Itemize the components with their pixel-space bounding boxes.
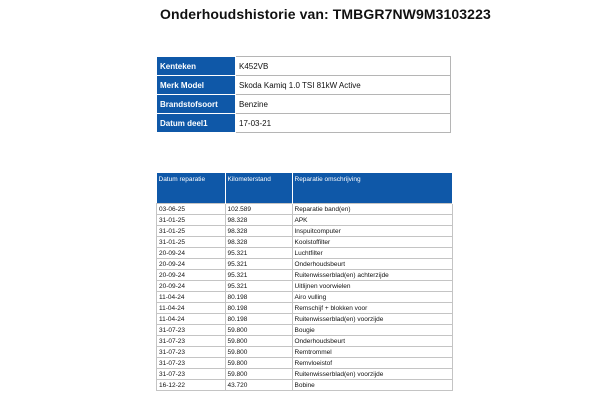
vehicle-info-row	[157, 114, 451, 133]
cell-description: Airo vulling	[292, 292, 453, 303]
cell-description: Uitlijnen voorwielen	[292, 281, 453, 292]
vehicle-info-value: 17-03-21	[236, 114, 451, 133]
column-header-date: Datum reparatie	[157, 173, 226, 204]
cell-mileage: 59.800	[225, 347, 292, 358]
cell-mileage: 95.321	[225, 259, 292, 270]
cell-date: 31-07-23	[157, 325, 226, 336]
table-row	[157, 358, 453, 369]
column-header-description: Reparatie omschrijving	[292, 173, 453, 204]
table-row	[157, 325, 453, 336]
cell-description: Bobine	[292, 380, 453, 391]
cell-date: 03-06-25	[157, 204, 226, 215]
table-header-row	[157, 173, 453, 204]
cell-description: Onderhoudsbeurt	[292, 259, 453, 270]
table-row	[157, 281, 453, 292]
cell-description: Onderhoudsbeurt	[292, 336, 453, 347]
cell-description: Ruitenwisserblad(en) voorzijde	[292, 314, 453, 325]
cell-date: 31-07-23	[157, 369, 226, 380]
vehicle-info-table	[156, 56, 451, 133]
cell-date: 20-09-24	[157, 270, 226, 281]
vehicle-info-label: Merk Model	[157, 76, 236, 95]
cell-date: 31-01-25	[157, 237, 226, 248]
vehicle-info-label: Datum deel1	[157, 114, 236, 133]
vehicle-info-row	[157, 95, 451, 114]
cell-date: 20-09-24	[157, 281, 226, 292]
vehicle-info-value: K452VB	[236, 57, 451, 76]
table-row	[157, 215, 453, 226]
cell-mileage: 95.321	[225, 270, 292, 281]
cell-mileage: 98.328	[225, 237, 292, 248]
cell-description: Reparatie band(en)	[292, 204, 453, 215]
cell-date: 31-01-25	[157, 226, 226, 237]
vehicle-info-row	[157, 76, 451, 95]
cell-description: Bougie	[292, 325, 453, 336]
vehicle-info-label: Brandstofsoort	[157, 95, 236, 114]
table-row	[157, 259, 453, 270]
vehicle-info-value: Skoda Kamiq 1.0 TSI 81kW Active	[236, 76, 451, 95]
cell-mileage: 59.800	[225, 336, 292, 347]
cell-mileage: 59.800	[225, 369, 292, 380]
cell-description: Ruitenwisserblad(en) achterzijde	[292, 270, 453, 281]
table-row	[157, 270, 453, 281]
table-row	[157, 237, 453, 248]
cell-description: Ruitenwisserblad(en) voorzijde	[292, 369, 453, 380]
cell-date: 20-09-24	[157, 259, 226, 270]
cell-date: 16-12-22	[157, 380, 226, 391]
page-title: Onderhoudshistorie van: TMBGR7NW9M3103223	[160, 6, 491, 22]
table-row	[157, 314, 453, 325]
cell-mileage: 98.328	[225, 215, 292, 226]
table-row	[157, 204, 453, 215]
cell-date: 11-04-24	[157, 292, 226, 303]
cell-date: 31-01-25	[157, 215, 226, 226]
table-row	[157, 248, 453, 259]
column-header-mileage: Kilometerstand	[225, 173, 292, 204]
vehicle-info-value: Benzine	[236, 95, 451, 114]
cell-date: 11-04-24	[157, 303, 226, 314]
cell-mileage: 59.800	[225, 325, 292, 336]
cell-mileage: 43.720	[225, 380, 292, 391]
cell-description: APK	[292, 215, 453, 226]
cell-description: Inspuitcomputer	[292, 226, 453, 237]
cell-date: 31-07-23	[157, 347, 226, 358]
cell-date: 20-09-24	[157, 248, 226, 259]
cell-description: Remschijf + blokken voor	[292, 303, 453, 314]
table-row	[157, 292, 453, 303]
cell-description: Koolstoffilter	[292, 237, 453, 248]
cell-mileage: 80.198	[225, 292, 292, 303]
cell-mileage: 59.800	[225, 358, 292, 369]
cell-date: 31-07-23	[157, 358, 226, 369]
maintenance-history-table	[156, 173, 453, 391]
table-row	[157, 303, 453, 314]
cell-description: Remtrommel	[292, 347, 453, 358]
table-row	[157, 380, 453, 391]
cell-description: Remvloeistof	[292, 358, 453, 369]
cell-mileage: 95.321	[225, 248, 292, 259]
cell-date: 31-07-23	[157, 336, 226, 347]
table-row	[157, 369, 453, 380]
cell-date: 11-04-24	[157, 314, 226, 325]
table-row	[157, 347, 453, 358]
cell-mileage: 102.589	[225, 204, 292, 215]
cell-mileage: 95.321	[225, 281, 292, 292]
cell-description: Luchtfilter	[292, 248, 453, 259]
cell-mileage: 98.328	[225, 226, 292, 237]
cell-mileage: 80.198	[225, 314, 292, 325]
cell-mileage: 80.198	[225, 303, 292, 314]
vehicle-info-label: Kenteken	[157, 57, 236, 76]
table-row	[157, 336, 453, 347]
vehicle-info-row	[157, 57, 451, 76]
table-row	[157, 226, 453, 237]
